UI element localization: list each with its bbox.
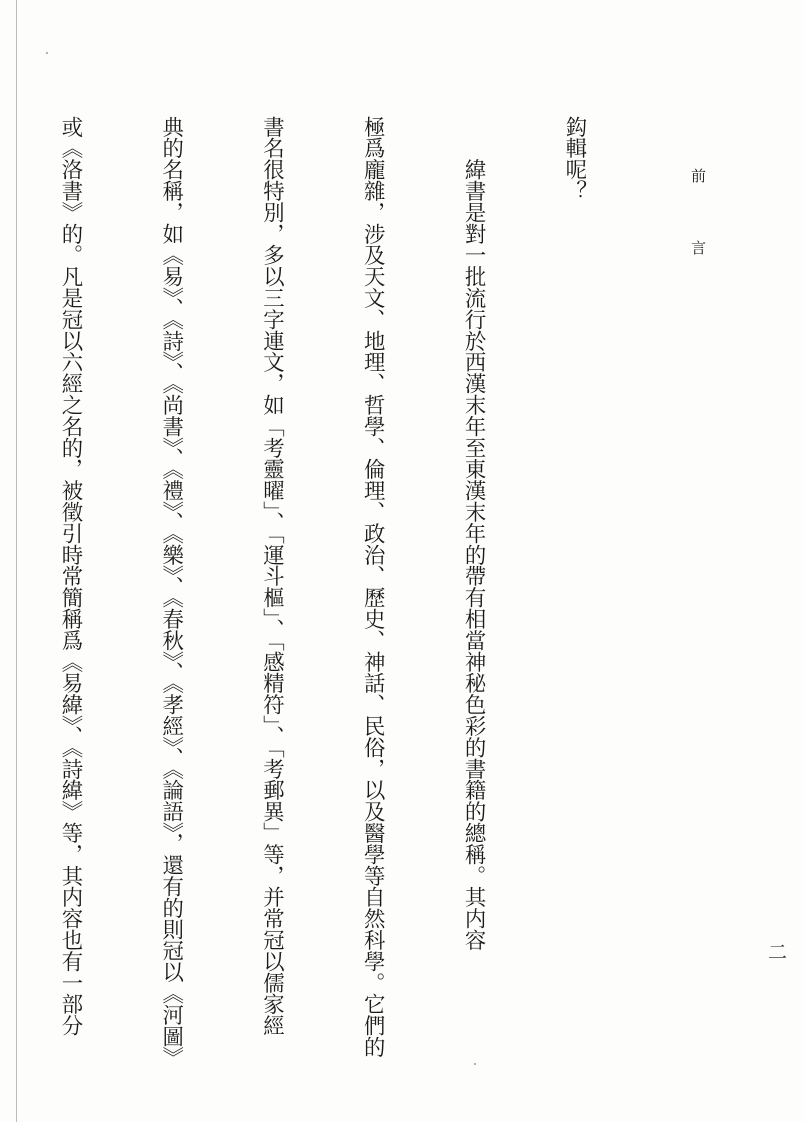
text-line: 典的名稱，如《易》、《詩》、《尚書》、《禮》、《樂》、《春秋》、《孝經》、《論語》，還有的則冠以《河圖》 xyxy=(158,116,184,1069)
scan-speck xyxy=(474,1063,476,1065)
page-number: 二 xyxy=(765,942,787,961)
body-text xyxy=(57,116,658,1069)
text-line: 或《洛書》的。凡是冠以六經之名的，被徵引時常簡稱爲《易緯》、《詩緯》等，其内容也有一部分 xyxy=(57,116,83,1037)
text-line: 鈎輯呢？ xyxy=(561,116,587,202)
text-line: 緯書是對一批流行於西漢末年至東漢末年的帶有相當神秘色彩的書籍的總稱。其内容 xyxy=(461,116,487,951)
running-head: 前 言 xyxy=(689,168,707,281)
text-line: 書名很特別，多以三字連文，如「考靈曜」、「運斗樞」、「感精符」、「考郵異」等，并常冠以儒家經 xyxy=(259,116,285,1037)
text-line: 極爲龐雜，涉及天文、地理、哲學、倫理、政治、歷史、神話、民俗，以及醫學等自然科學。它們的 xyxy=(360,116,386,1058)
scan-speck xyxy=(46,52,48,54)
